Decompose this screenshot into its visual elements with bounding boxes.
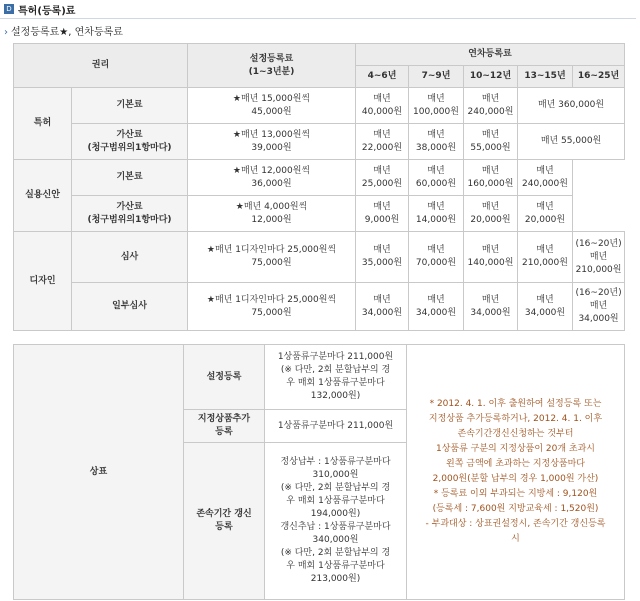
fee-cell: 매년 70,000원 bbox=[409, 232, 464, 283]
fee-cell: 매년 55,000원 bbox=[518, 124, 625, 160]
empty-cell bbox=[573, 160, 625, 232]
header-setting-fee: 설정등록료 (1~3년분) bbox=[188, 44, 356, 88]
fee-cell: (16~20년) 매년 34,000원 bbox=[573, 283, 625, 331]
fee-cell: 매년 34,000원 bbox=[356, 283, 409, 331]
row-label: 가산료 (청구범위의1항마다) bbox=[72, 124, 188, 160]
row-label: 일부심사 bbox=[72, 283, 188, 331]
fee-cell: 매년 14,000원 bbox=[409, 196, 464, 232]
row-label: 기본료 bbox=[72, 88, 188, 124]
year-header: 13~15년 bbox=[518, 66, 573, 88]
setting-fee-cell: ★매년 1디자인마다 25,000원씩 75,000원 bbox=[188, 283, 356, 331]
year-header: 16~25년 bbox=[573, 66, 625, 88]
fee-cell: (16~20년) 매년 210,000원 bbox=[573, 232, 625, 283]
setting-fee-cell: ★매년 12,000원씩 36,000원 bbox=[188, 160, 356, 196]
fee-cell: 매년 240,000원 bbox=[464, 88, 518, 124]
row-label: 가산료 (청구범위의1항마다) bbox=[72, 196, 188, 232]
fee-table bbox=[13, 43, 625, 331]
setting-fee-cell: ★매년 13,000원씩 39,000원 bbox=[188, 124, 356, 160]
subsection-title: › 설정등록료★, 연차등록료 bbox=[4, 27, 123, 38]
fee-cell: 매년 60,000원 bbox=[409, 160, 464, 196]
category-trademark: 상표 bbox=[14, 345, 184, 600]
fee-cell: 매년 210,000원 bbox=[518, 232, 573, 283]
arrow-bullet-icon: D bbox=[4, 4, 14, 14]
fee-cell: 1상품류구분마다 211,000원 bbox=[265, 410, 407, 443]
fee-cell: 매년 360,000원 bbox=[518, 88, 625, 124]
row-label: 기본료 bbox=[72, 160, 188, 196]
fee-cell: 매년 20,000원 bbox=[464, 196, 518, 232]
year-header: 10~12년 bbox=[464, 66, 518, 88]
fee-cell: 매년 40,000원 bbox=[356, 88, 409, 124]
divider bbox=[0, 18, 636, 19]
fee-cell: 매년 25,000원 bbox=[356, 160, 409, 196]
setting-fee-cell: ★매년 4,000원씩 12,000원 bbox=[188, 196, 356, 232]
fee-cell: 매년 34,000원 bbox=[518, 283, 573, 331]
fee-cell: 매년 240,000원 bbox=[518, 160, 573, 196]
fee-cell: 매년 160,000원 bbox=[464, 160, 518, 196]
fee-cell: 매년 140,000원 bbox=[464, 232, 518, 283]
arrow-icon: › bbox=[4, 27, 8, 38]
row-label: 존속기간 갱신 등록 bbox=[184, 443, 265, 600]
section-title: 특허(등록)료 bbox=[18, 5, 76, 17]
section-header bbox=[4, 2, 75, 16]
category-patent: 특허 bbox=[14, 88, 72, 160]
category-utility: 실용신안 bbox=[14, 160, 72, 232]
year-header: 7~9년 bbox=[409, 66, 464, 88]
header-right: 권리 bbox=[14, 44, 188, 88]
row-label: 심사 bbox=[72, 232, 188, 283]
fee-cell: 매년 34,000원 bbox=[464, 283, 518, 331]
fee-cell: 매년 55,000원 bbox=[464, 124, 518, 160]
category-design: 디자인 bbox=[14, 232, 72, 331]
trademark-note: * 2012. 4. 1. 이후 출원하여 설정등록 또는 지정상품 추가등록하거나, 2012. 4. 1. 이후 존속기간갱신신청하는 것부터 1상품류 구분의 지정상품이 20개 초과시 왼쪽 금액에 초과하는 지정상품마다 2,000원(분할 납부의 경우 1,000원 가산) * 등록료 이외 부과되는 지방세 : 9,120원 (등록세 : 7,600원 지방교육세 : 1,520원) - 부과대상 : 상표권설정시, 존속기간 갱신등록 시 bbox=[407, 345, 625, 600]
fee-cell: 매년 20,000원 bbox=[518, 196, 573, 232]
fee-cell: 1상품류구분마다 211,000원 (※ 다만, 2회 분할납부의 경 우 매회 1상품류구분마다 132,000원) bbox=[265, 345, 407, 410]
fee-cell: 매년 34,000원 bbox=[409, 283, 464, 331]
fee-cell: 정상납부 : 1상품류구분마다 310,000원 (※ 다만, 2회 분할납부의 경 우 매회 1상품류구분마다 194,000원) 갱신추납 : 1상품류구분마다 340,000원 (※ 다만, 2회 분할납부의 경 우 매회 1상품류구분마다 213,000원) bbox=[265, 443, 407, 600]
fee-cell: 매년 35,000원 bbox=[356, 232, 409, 283]
row-label: 지정상품추가 등록 bbox=[184, 410, 265, 443]
trademark-table bbox=[13, 344, 625, 600]
setting-fee-cell: ★매년 15,000원씩 45,000원 bbox=[188, 88, 356, 124]
fee-cell: 매년 22,000원 bbox=[356, 124, 409, 160]
fee-cell: 매년 9,000원 bbox=[356, 196, 409, 232]
year-header: 4~6년 bbox=[356, 66, 409, 88]
fee-cell: 매년 38,000원 bbox=[409, 124, 464, 160]
header-annual-fee: 연차등록료 bbox=[356, 44, 625, 66]
row-label: 설정등록 bbox=[184, 345, 265, 410]
setting-fee-cell: ★매년 1디자인마다 25,000원씩 75,000원 bbox=[188, 232, 356, 283]
fee-cell: 매년 100,000원 bbox=[409, 88, 464, 124]
